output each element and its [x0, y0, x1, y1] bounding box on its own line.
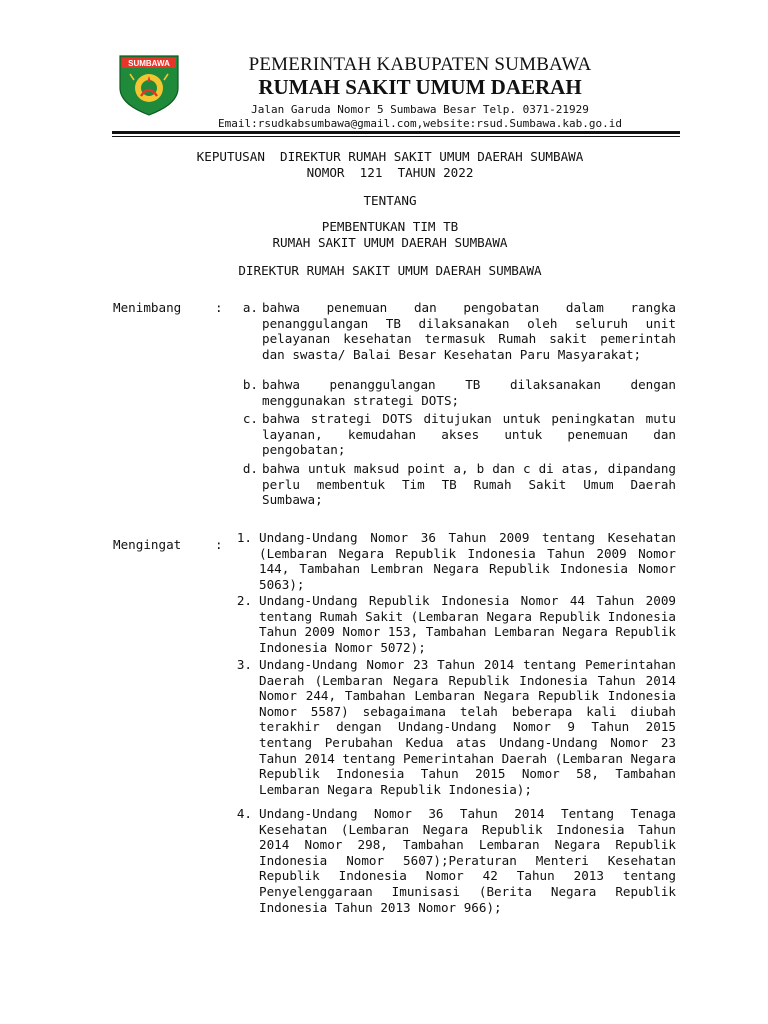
letterhead-divider-thick [112, 131, 680, 134]
mengingat-marker: 1. [236, 530, 252, 545]
decree-issuer: DIREKTUR RUMAH SAKIT UMUM DAERAH SUMBAWA [238, 263, 542, 278]
menimbang-colon: : [215, 300, 223, 315]
menimbang-item: bahwa penemuan dan pengobatan dalam rangka penanggulangan TB dilaksanakan oleh seluruh unit pelayanan kesehatan termasuk Rumah sakit pemerintah dan swasta/ Balai Besar Kesehatan Paru Masyarakat; [262, 300, 676, 362]
letterhead-divider-thin [112, 136, 680, 137]
menimbang-marker: d. [242, 461, 258, 476]
sumbawa-regency-logo [116, 54, 182, 116]
address-line: Jalan Garuda Nomor 5 Sumbawa Besar Telp. 0371-21929 [251, 103, 589, 116]
decree-subject-line1: PEMBENTUKAN TIM TB [321, 219, 459, 234]
mengingat-marker: 3. [236, 657, 252, 672]
logo-text: SUMBAWA [128, 59, 170, 68]
menimbang-item: bahwa untuk maksud point a, b dan c di atas, dipandang perlu membentuk Tim TB Rumah Sakit Umum Daerah Sumbawa; [262, 461, 676, 508]
menimbang-marker: a. [242, 300, 258, 315]
menimbang-item: bahwa penanggulangan TB dilaksanakan dengan menggunakan strategi DOTS; [262, 377, 676, 408]
contact-line: Email:rsudkabsumbawa@gmail.com,website:rsud.Sumbawa.kab.go.id [218, 117, 622, 130]
menimbang-label: Menimbang [113, 300, 182, 315]
decree-subject-line2: RUMAH SAKIT UMUM DAERAH SUMBAWA [272, 235, 508, 250]
letterhead [200, 54, 640, 131]
mengingat-item: Undang-Undang Republik Indonesia Nomor 44 Tahun 2009 tentang Rumah Sakit (Lembaran Negara Republik Indonesia Tahun 2009 Nomor 153, Tambahan Lembaran Negara Republik Indonesia Nomor 5072); [259, 593, 677, 655]
mengingat-marker: 2. [236, 593, 252, 608]
mengingat-item: Undang-Undang Nomor 36 Tahun 2014 Tentang Tenaga Kesehatan (Lembaran Negara Republik Indonesia Tahun 2014 Nomor 298, Tambahan Lembaran Negara Republik Indonesia Nomor 5607);Peraturan Menteri Kesehatan Republik Indonesia Nomor 42 Tahun 2013 tentang Penyelenggaraan Imunisasi (Berita Negara Republik Indonesia Tahun 2013 Nomor 966); [259, 806, 676, 915]
government-name: PEMERINTAH KABUPATEN SUMBAWA [248, 54, 592, 75]
mengingat-item: Undang-Undang Nomor 23 Tahun 2014 tentang Pemerintahan Daerah (Lembaran Negara Republik Indonesia Tahun 2014 Nomor 244, Tambahan Lembaran Negara Republik Indonesia Nomor 5587) sebagaimana telah beberapa kali diubah terakhir dengan Undang-Undang Nomor 9 Tahun 2015 tentang Perubahan Kedua atas Undang-Undang Nomor 23 Tahun 2014 tentang Pemerintahan Daerah (Lembaran Negara Republik Indonesia Tahun 2015 Nomor 58, Tambahan Lembaran Negara Republik Indonesia); [259, 657, 677, 797]
menimbang-marker: b. [242, 377, 258, 392]
decree-about: TENTANG [363, 193, 417, 208]
menimbang-item: bahwa strategi DOTS ditujukan untuk peningkatan mutu layanan, kemudahan akses untuk penemuan dan pengobatan; [262, 411, 676, 458]
mengingat-marker: 4. [236, 806, 252, 821]
mengingat-label: Mengingat [113, 537, 182, 552]
menimbang-marker: c. [242, 411, 258, 426]
mengingat-item: Undang-Undang Nomor 36 Tahun 2009 tentang Kesehatan (Lembaran Negara Republik Indonesia Tahun 2009 Nomor 144, Tambahan Lembran Negara Republik Indonesia Nomor 5063); [259, 530, 676, 592]
decree-title-line1: KEPUTUSAN DIREKTUR RUMAH SAKIT UMUM DAERAH SUMBAWA [196, 149, 584, 164]
decree-title-line2: NOMOR 121 TAHUN 2022 [306, 165, 474, 180]
hospital-name: RUMAH SAKIT UMUM DAERAH [258, 75, 582, 99]
mengingat-colon: : [215, 537, 223, 552]
